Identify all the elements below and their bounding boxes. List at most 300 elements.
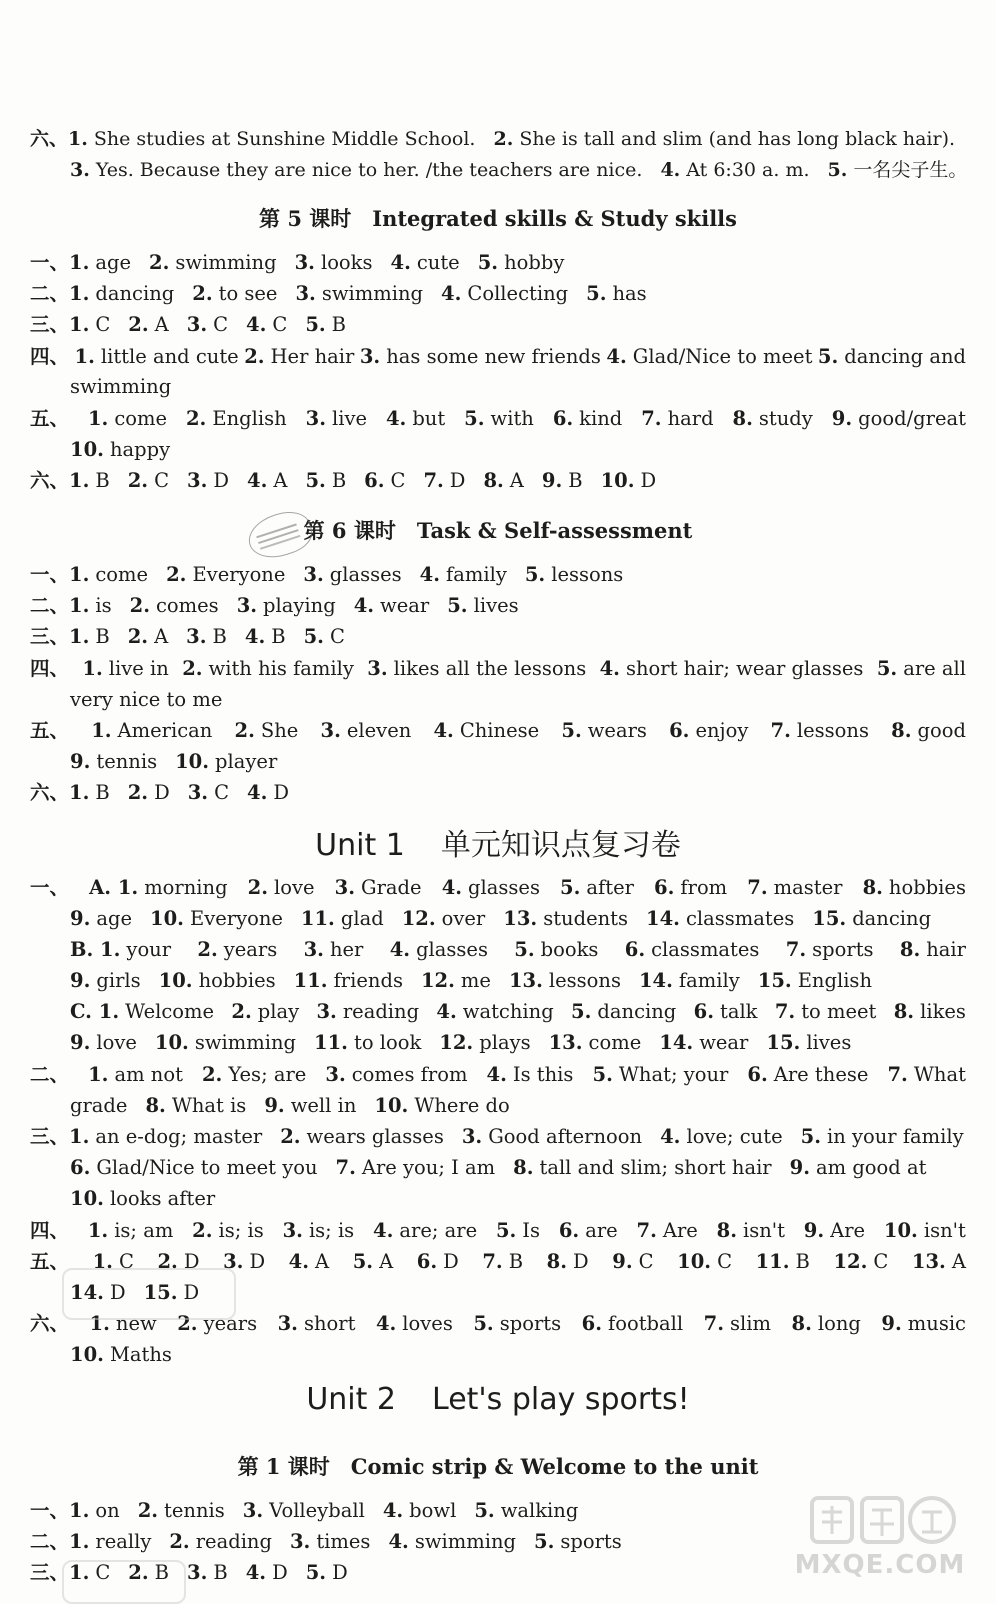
answer-line [30, 126, 966, 152]
answer-text: live in [108, 657, 169, 680]
answer-text: love; cute [686, 1125, 783, 1148]
item-number: 5. [474, 1499, 495, 1522]
answer-item [235, 718, 299, 744]
answer-item [553, 406, 622, 432]
item-number: 3. [320, 719, 341, 742]
item-number: 10. [158, 969, 193, 992]
answer-text: C [717, 1250, 732, 1273]
answer-line [30, 344, 966, 370]
answer-text: good/great [858, 407, 966, 430]
answer-item [436, 999, 553, 1025]
item-number: 2. [192, 282, 213, 305]
answer-text: C [873, 1250, 889, 1273]
item-number: 9. [881, 1312, 902, 1335]
answer-text: What [913, 1063, 966, 1086]
item-number: 5. [303, 625, 324, 648]
answer-text: is [95, 594, 112, 617]
answer-text: Her hair [270, 345, 355, 368]
answer-item [771, 718, 869, 744]
answer-text: love [96, 1031, 137, 1054]
answer-item [660, 1125, 783, 1148]
answer-item [423, 469, 465, 492]
answer-text: friends [333, 969, 403, 992]
answer-item [447, 594, 518, 617]
answer-text: am good at [816, 1156, 927, 1179]
answer-item [441, 282, 568, 305]
answer-item [593, 1062, 729, 1088]
answer-text: is; is [308, 1219, 355, 1242]
item-number: 5. [447, 594, 468, 617]
answer-text: study [758, 407, 813, 430]
answer-text: watching [462, 1000, 554, 1023]
answer-text: Welcome [125, 1000, 215, 1023]
answer-text: B [795, 1250, 810, 1273]
answer-text: sports [812, 938, 874, 961]
item-number: 5. [534, 1530, 555, 1553]
answer-item [514, 937, 598, 963]
answer-item [280, 1125, 444, 1148]
answer-line [70, 999, 966, 1025]
answer-text: cute [416, 251, 460, 274]
answer-item [306, 406, 367, 432]
answer-text: but [412, 407, 446, 430]
item-number: 5. [524, 563, 546, 586]
answer-item [758, 969, 872, 992]
answer-text: her [329, 938, 364, 961]
item-number: 9. [789, 1156, 810, 1179]
answer-line [30, 656, 966, 682]
item-number: 10. [154, 1031, 189, 1054]
item-number: 1. [69, 1561, 90, 1584]
item-number: 9. [70, 1031, 91, 1054]
item-number: 15. [766, 1031, 801, 1054]
item-number: 5. [586, 282, 607, 305]
item-number: 11. [293, 969, 328, 992]
answer-text: D [183, 1281, 200, 1304]
answer-text: little and cute [100, 345, 239, 368]
answer-item [717, 1218, 785, 1244]
answer-item [130, 594, 219, 617]
item-number: 8. [893, 1000, 915, 1023]
lesson-heading: 第 6 课时 Task & Self-assessment [303, 518, 693, 543]
answer-line [30, 1062, 966, 1088]
item-number: 10. [600, 469, 635, 492]
answer-item [289, 1249, 329, 1275]
answer-text: very nice to me [70, 688, 223, 711]
item-number: 6. [70, 1156, 91, 1179]
answer-item [88, 1062, 183, 1088]
answer-text: American [117, 719, 213, 742]
answer-text: comes from [351, 1063, 468, 1086]
item-number: 4. [660, 1125, 681, 1148]
item-number: 4. [390, 251, 411, 274]
answer-line [30, 593, 966, 619]
answer-text: swimming [70, 375, 172, 398]
answer-text: lives [473, 594, 519, 617]
answer-line [30, 780, 966, 806]
answer-text: D [640, 469, 657, 492]
answer-text: A [379, 1250, 394, 1273]
answer-text: classmates [685, 907, 795, 930]
answer-text: years [203, 1312, 258, 1335]
answer-text: B [508, 1250, 524, 1273]
answer-item [694, 999, 758, 1025]
answer-item [128, 469, 169, 492]
unit-title: Let's play sports! [432, 1382, 690, 1417]
answer-text: with his family [208, 657, 354, 680]
item-number: 2. [185, 407, 207, 430]
answer-text: dancing and [844, 345, 966, 368]
section-marker: 六、 [30, 781, 70, 804]
answer-item [417, 1249, 459, 1275]
answer-text: Yes; are [228, 1063, 307, 1086]
item-number: 4. [599, 657, 620, 680]
lesson-heading: 第 5 课时 Integrated skills & Study skills [259, 206, 737, 231]
item-number: 1. [69, 1125, 90, 1148]
answer-item [70, 688, 222, 711]
answer-text: D [273, 781, 289, 804]
answer-item [248, 875, 315, 901]
answer-text: C [154, 469, 169, 492]
answer-text: reading [342, 1000, 420, 1023]
item-number: 1. [69, 1530, 90, 1553]
item-number: 9. [831, 407, 853, 430]
item-number: 4. [247, 781, 268, 804]
answer-text: are [585, 1219, 618, 1242]
item-number: 3. [294, 251, 315, 274]
answer-text: swimming [414, 1530, 517, 1553]
answer-item [606, 344, 812, 370]
answer-text: D [573, 1250, 589, 1273]
answer-item [69, 251, 131, 274]
answer-line [70, 1030, 966, 1056]
item-number: 7. [774, 1000, 796, 1023]
answer-text: talk [719, 1000, 758, 1023]
item-number: 3. [316, 1000, 337, 1023]
answer-item [192, 1218, 264, 1244]
section-marker: 三、 [30, 625, 70, 648]
answer-item [832, 406, 966, 432]
answer-text: on [95, 1499, 120, 1522]
answer-item [202, 1062, 306, 1088]
item-number: 12. [420, 969, 455, 992]
answer-item [747, 875, 842, 901]
answer-text: Are [662, 1219, 698, 1242]
answer-text: to see [218, 282, 278, 305]
item-number: 2. [157, 1250, 178, 1273]
answer-item [246, 1561, 288, 1584]
answer-item [69, 1499, 120, 1522]
answer-item [155, 1031, 296, 1054]
item-number: 3. [242, 1499, 264, 1522]
item-number: 4. [660, 159, 681, 181]
answer-text: C [118, 1250, 134, 1273]
answer-text: B [95, 469, 110, 492]
item-number: 9. [70, 907, 91, 930]
answer-item [601, 469, 657, 492]
item-number: 15. [143, 1281, 178, 1304]
answer-item [571, 999, 676, 1025]
answer-item [169, 1530, 272, 1553]
answer-item [641, 406, 713, 432]
item-number: 7. [887, 1063, 908, 1086]
unit-title: 单元知识点复习卷 [440, 828, 681, 863]
answer-item [70, 937, 171, 963]
answer-item [421, 969, 491, 992]
item-number: 4. [441, 876, 463, 899]
answer-item [182, 656, 354, 682]
item-number: 1. [82, 657, 103, 680]
answer-text: happy [109, 438, 171, 461]
answer-item [786, 937, 874, 963]
answer-text: well in [290, 1094, 357, 1117]
item-number: 14. [70, 1281, 104, 1304]
item-number: 1. [92, 1250, 113, 1273]
answer-text: swimming [321, 282, 424, 305]
item-number: 13. [503, 907, 538, 930]
item-number: 5. [305, 1561, 327, 1584]
item-number: 3. [223, 1250, 244, 1273]
answer-line [70, 968, 966, 994]
item-number: 9. [541, 469, 563, 492]
section-marker: 六、 [30, 469, 70, 492]
answer-text: wear [699, 1031, 749, 1054]
item-number: 10. [883, 1219, 918, 1242]
answer-text: wears glasses [306, 1125, 444, 1148]
section-marker: 五、 [30, 1250, 70, 1273]
answer-item [812, 907, 931, 930]
answer-item [473, 1311, 561, 1337]
answer-text: family [678, 969, 740, 992]
section-marker: 一、 [30, 876, 70, 899]
answer-text: reading [195, 1530, 272, 1553]
answer-line [30, 1124, 966, 1150]
item-number: 4. [245, 1561, 267, 1584]
item-number: 5. [827, 159, 848, 181]
answer-text: glasses [416, 938, 488, 961]
answer-text: eleven [346, 719, 412, 742]
answer-item [69, 282, 174, 305]
item-number: 1. [69, 251, 90, 274]
item-number: 8. [716, 1219, 737, 1242]
answer-text: lives [806, 1031, 852, 1054]
answer-text: wears [587, 719, 647, 742]
answer-text: after [586, 876, 634, 899]
answer-item [278, 1311, 356, 1337]
answer-item [887, 1062, 965, 1088]
answer-text: C [214, 781, 229, 804]
answer-text: Is [522, 1219, 541, 1242]
item-number: 1. [91, 719, 112, 742]
item-number: 8. [862, 876, 883, 899]
item-number: 14. [638, 969, 673, 992]
item-number: 7. [636, 1219, 657, 1242]
answer-text: Maths [109, 1343, 172, 1366]
section-marker: 一、 [30, 251, 70, 274]
item-number: 4. [246, 313, 267, 336]
item-number: 8. [145, 1094, 166, 1117]
unit-number: Unit 1 [315, 828, 405, 863]
item-number: 13. [911, 1250, 946, 1273]
item-number: 5. [800, 1125, 821, 1148]
item-number: 9. [612, 1250, 633, 1273]
answer-item [69, 594, 112, 617]
item-number: 12. [833, 1250, 868, 1273]
unit-heading [0, 820, 996, 864]
answer-item [75, 344, 239, 370]
answer-item [364, 469, 405, 492]
answer-text: Collecting [467, 282, 569, 305]
answer-item [560, 875, 634, 901]
answer-text: A [315, 1250, 330, 1273]
item-number: 8. [483, 469, 504, 492]
item-number: 11. [755, 1250, 790, 1273]
answer-item [69, 313, 110, 336]
item-number: 6. [552, 407, 574, 430]
answer-text: lessons [796, 719, 869, 742]
answer-line [70, 906, 966, 932]
item-number: 3. [236, 594, 258, 617]
answer-item [69, 469, 110, 492]
item-number: 3. [295, 282, 316, 305]
item-number: 4. [606, 345, 627, 368]
answer-text: A [154, 625, 169, 648]
answer-text: girls [96, 969, 141, 992]
item-number: 2. [137, 1499, 159, 1522]
item-number: C. 1. [70, 1000, 120, 1023]
item-number: 4. [373, 1219, 394, 1242]
section-marker: 三、 [30, 313, 70, 336]
answer-text: from [680, 876, 728, 899]
answer-item [478, 251, 565, 274]
item-number: 3. [367, 657, 388, 680]
answer-item [600, 656, 864, 682]
answer-item [188, 781, 229, 804]
item-number: 1. [87, 1219, 109, 1242]
item-number: 5. [477, 251, 499, 274]
item-number: 7. [785, 938, 807, 961]
answer-item [70, 907, 132, 930]
item-number: 1. [87, 407, 109, 430]
answer-item [433, 718, 539, 744]
item-number: 1. [69, 1499, 90, 1522]
answer-item [373, 1218, 477, 1244]
answer-line [70, 1342, 966, 1368]
answer-item [733, 406, 813, 432]
answer-text: sports [560, 1530, 622, 1553]
item-number: 7. [335, 1156, 356, 1179]
answer-text: C [329, 625, 345, 648]
answer-text: play [257, 1000, 300, 1023]
answer-text: D [443, 1250, 459, 1273]
item-number: 2. [166, 563, 187, 586]
answer-text: Good afternoon [488, 1125, 643, 1148]
answer-text: is; is [218, 1219, 264, 1242]
item-number: 6. [364, 469, 385, 492]
answer-text: What; your [618, 1063, 729, 1086]
answer-item [149, 251, 277, 274]
answer-text: times [316, 1530, 371, 1553]
item-number: 4. [244, 625, 266, 648]
answer-item [166, 563, 285, 586]
answer-text: dancing [597, 1000, 677, 1023]
answer-item [82, 656, 168, 682]
answer-text: looks after [109, 1187, 216, 1210]
item-number: 7. [641, 407, 662, 430]
answer-item [303, 563, 401, 586]
item-number: 6. [581, 1312, 602, 1335]
answer-text: C [95, 1561, 111, 1584]
item-number: 10. [175, 750, 210, 773]
answer-item [833, 1249, 888, 1275]
answer-text: Are you; I am [361, 1156, 496, 1179]
answer-text: family [446, 563, 507, 586]
item-number: 4. [419, 563, 441, 586]
item-number: 1. [68, 128, 88, 150]
answer-text: books [540, 938, 599, 961]
item-number: 11. [300, 907, 335, 930]
item-number: 10. [70, 1187, 104, 1210]
answer-text: She [260, 719, 299, 742]
answer-text: playing [263, 594, 336, 617]
answer-text: short hair; wear glasses [625, 657, 864, 680]
item-number: 5. [514, 938, 535, 961]
answer-item [482, 1249, 523, 1275]
item-number: 3. [289, 1530, 311, 1553]
answer-text: hair [926, 938, 966, 961]
answer-text: dancing [95, 282, 175, 305]
answer-text: B [568, 469, 583, 492]
answer-line [70, 1155, 966, 1181]
item-number: 7. [703, 1312, 724, 1335]
item-number: 2. [169, 1530, 190, 1553]
item-number: 4. [375, 1312, 397, 1335]
item-number: 3. [186, 313, 208, 336]
answer-text: What is [171, 1094, 247, 1117]
answer-text: Everyone [189, 907, 283, 930]
answer-line [30, 468, 966, 494]
answer-text: Are [830, 1219, 866, 1242]
answer-text: age [95, 251, 132, 274]
answer-item [390, 937, 488, 963]
answer-text: is; am [114, 1219, 174, 1242]
answer-item [70, 999, 214, 1025]
item-number: 9. [264, 1094, 285, 1117]
answer-item [70, 159, 642, 181]
item-number: 12. [401, 907, 436, 930]
answer-text: swimming [194, 1031, 297, 1054]
answer-item [863, 875, 966, 901]
answer-text: English [797, 969, 873, 992]
item-number: 9. [70, 750, 91, 773]
answer-line [30, 250, 966, 276]
answer-line [70, 1186, 966, 1212]
item-number: 2. [244, 345, 265, 368]
answer-item [305, 313, 346, 336]
answer-text: B [154, 1561, 169, 1584]
item-number: 4. [433, 719, 454, 742]
answer-item [704, 1311, 771, 1337]
item-number: 4. [388, 1530, 409, 1553]
answer-item [245, 625, 286, 648]
answer-item [70, 1343, 172, 1366]
item-number: 4. [288, 1250, 310, 1273]
answer-item [70, 750, 157, 773]
answer-item [756, 1249, 810, 1275]
answer-item [747, 1062, 868, 1088]
answer-item [69, 781, 110, 804]
answer-item [243, 1499, 365, 1522]
